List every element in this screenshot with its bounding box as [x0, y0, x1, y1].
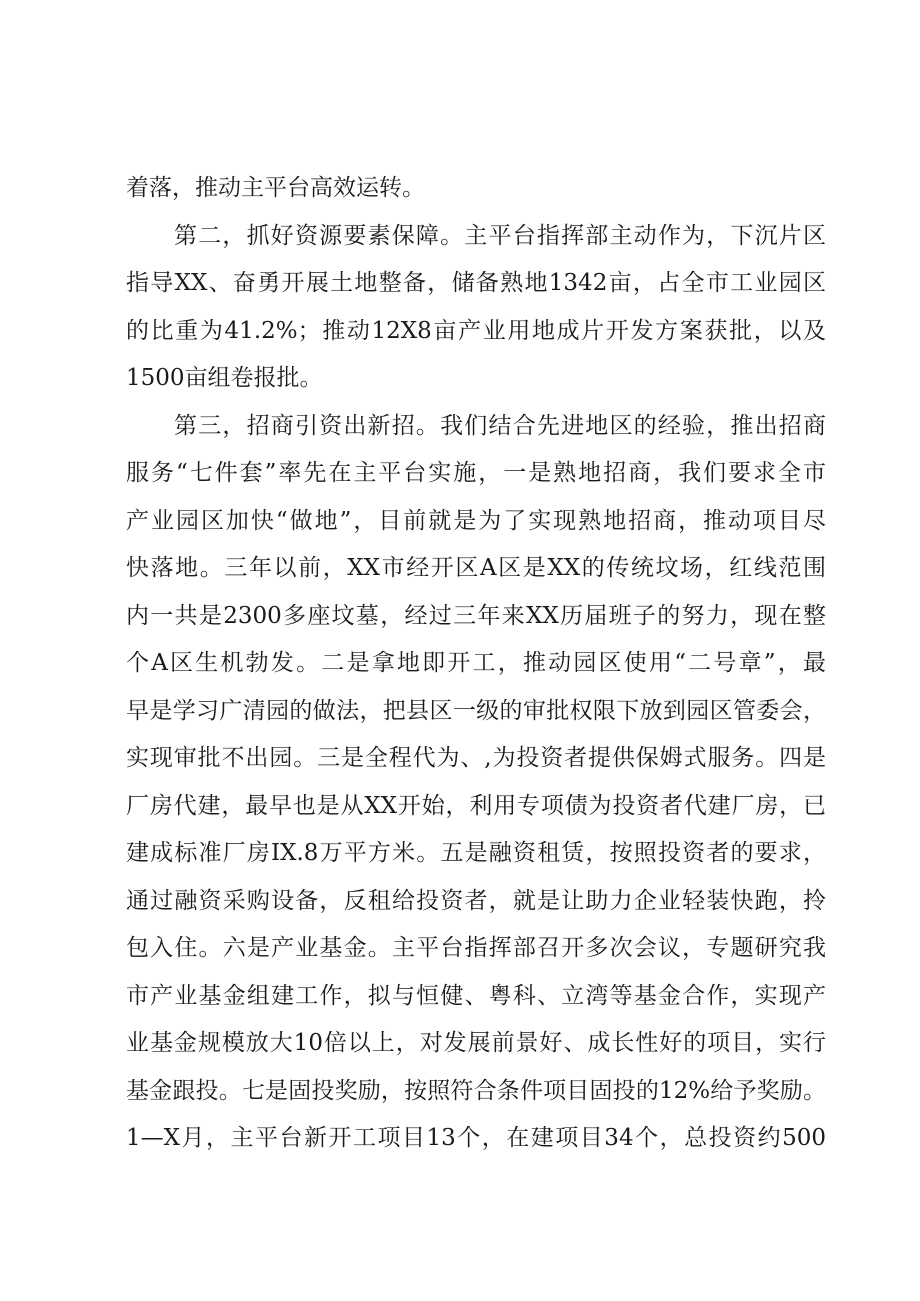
text-line-17: 包入住。六是产业基金。主平台指挥部召开多次会议，专题研究我 [126, 935, 826, 961]
text-line-10: 内一共是2300多座坟墓，经过三年来XX历届班子的努力，现在整 [126, 603, 826, 629]
text-line-21: 1—X月，主平台新开工项目13个，在建项目34个，总投资约500 [126, 1125, 826, 1151]
text-line-14: 厂房代建，最早也是从XX开始，利用专项债为投资者代建厂房，已 [126, 793, 826, 819]
text-line-12: 早是学习广清园的做法，把县区一级的审批权限下放到园区管委会， [126, 698, 826, 724]
text-line-6: 第三，招商引资出新招。我们结合先进地区的经验，推出招商 [174, 413, 826, 439]
text-line-2: 第二，抓好资源要素保障。主平台指挥部主动作为，下沉片区 [174, 223, 826, 249]
text-line-4: 的比重为41.2%；推动12X8亩产业用地成片开发方案获批，以及 [126, 318, 826, 344]
text-line-7: 服务“七件套”率先在主平台实施，一是熟地招商，我们要求全市 [126, 460, 826, 486]
text-line-15: 建成标准厂房IX.8万平方米。五是融资租赁，按照投资者的要求， [126, 840, 826, 866]
text-line-9: 快落地。三年以前，XX市经开区A区是XX的传统坟场，红线范围 [126, 555, 826, 581]
text-line-11: 个A区生机勃发。二是拿地即开工，推动园区使用“二号章”，最 [126, 650, 826, 676]
text-line-13: 实现审批不出园。三是全程代为、,为投资者提供保姆式服务。四是 [126, 745, 826, 771]
text-line-5: 1500亩组卷报批。 [126, 365, 323, 391]
text-line-8: 产业园区加快“做地”，目前就是为了实现熟地招商，推动项目尽 [126, 508, 826, 534]
text-line-16: 通过融资采购设备，反租给投资者，就是让助力企业轻装快跑，拎 [126, 888, 826, 914]
text-line-20: 基金跟投。七是固投奖励，按照符合条件项目固投的12%给予奖励。 [126, 1078, 826, 1104]
text-line-1: 着落，推动主平台高效运转。 [126, 175, 425, 201]
text-line-19: 业基金规模放大10倍以上，对发展前景好、成长性好的项目，实行 [126, 1030, 826, 1056]
text-line-3: 指导XX、奋勇开展土地整备，储备熟地1342亩，占全市工业园区 [126, 270, 826, 296]
text-line-18: 市产业基金组建工作，拟与恒健、粤科、立湾等基金合作，实现产 [126, 983, 826, 1009]
